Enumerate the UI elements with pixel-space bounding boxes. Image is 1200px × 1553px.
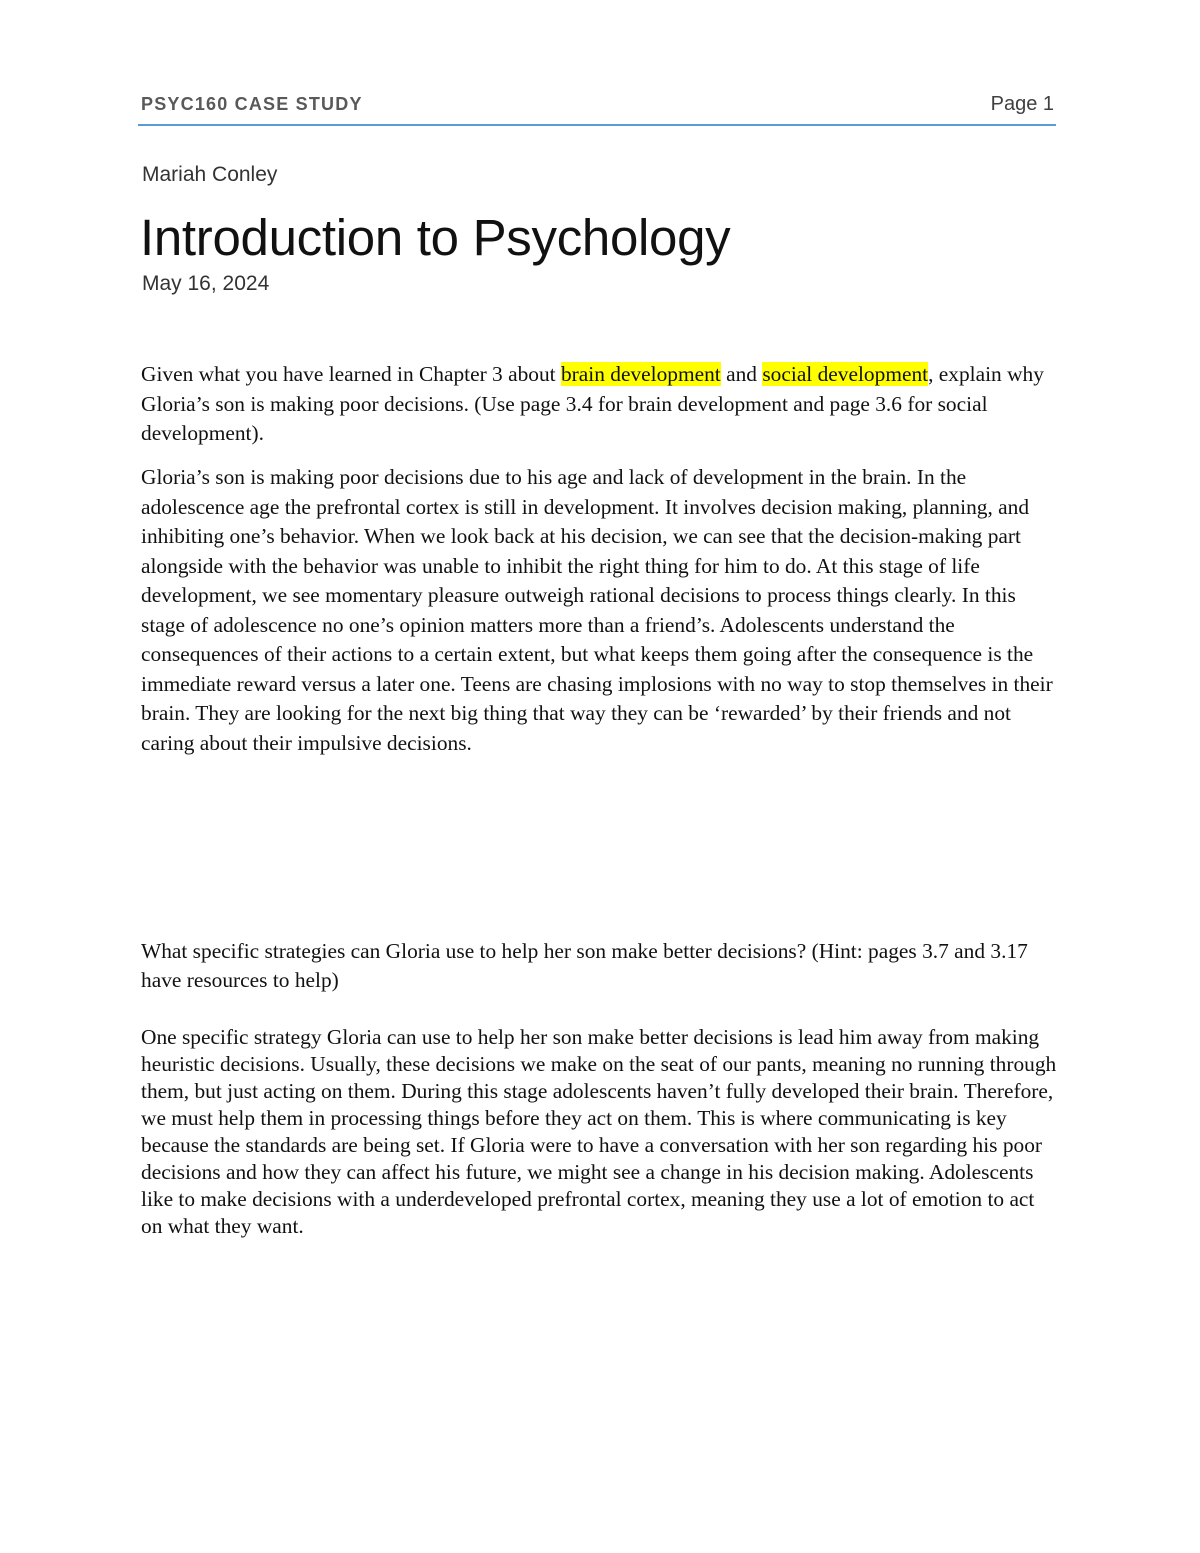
author-name: Mariah Conley — [142, 163, 278, 186]
document-date: May 16, 2024 — [142, 272, 270, 295]
page-header — [138, 90, 1056, 126]
highlight-social-development: social development — [762, 362, 929, 386]
answer-2: One specific strategy Gloria can use to help her son make better decisions is lead him away from making heuristic decisions. Usually, these decisions we make on the seat of our pants, meaning no running through them, but just acting on them. During this stage adolescents haven’t fully developed their brain. Therefore, we must help them in processing things before they act on them. This is where communicating is key because the standards are being set. If Gloria were to have a conversation with her son regarding his poor decisions and how they can affect his future, we might see a change in his decision making. Adolescents like to make decisions with a underdeveloped prefrontal cortex, meaning they use a lot of emotion to act on what they want. — [141, 1025, 1057, 1238]
document-title: Introduction to Psychology — [140, 209, 731, 266]
question-2: What specific strategies can Gloria use to help her son make better decisions? (Hint: pages 3.7 and 3.17 have resources to help) — [141, 939, 1028, 992]
page-number: Page 1 — [990, 93, 1054, 115]
header-title: PSYC160 CASE STUDY — [141, 94, 363, 114]
question-1-text-a: Given what you have learned in Chapter 3 about — [141, 362, 561, 386]
question-1-text-c: , explain why Gloria’s son is making poor decisions. (Use page 3.4 for brain development and page 3.6 for social development). — [141, 362, 1044, 445]
question-1 — [141, 360, 1061, 449]
answer-1: Gloria’s son is making poor decisions due to his age and lack of development in the brain. In the adolescence age the prefrontal cortex is still in development. It involves decision making, planning, and inhibiting one’s behavior. When we look back at his decision, we can see that the decision-making part alongside with the behavior was unable to inhibit the right thing for him to do. At this stage of life development, we see momentary pleasure outweigh rational decisions to process things clearly. In this stage of adolescence no one’s opinion matters more than a friend’s. Adolescents understand the consequences of their actions to a certain extent, but what keeps them going after the consequence is the immediate reward versus a later one. Teens are chasing implosions with no way to stop themselves in their brain. They are looking for the next big thing that way they can be ‘rewarded’ by their friends and not caring about their impulsive decisions. — [141, 465, 1053, 755]
question-1-text-b: and — [720, 362, 763, 386]
highlight-brain-development: brain development — [560, 362, 721, 386]
